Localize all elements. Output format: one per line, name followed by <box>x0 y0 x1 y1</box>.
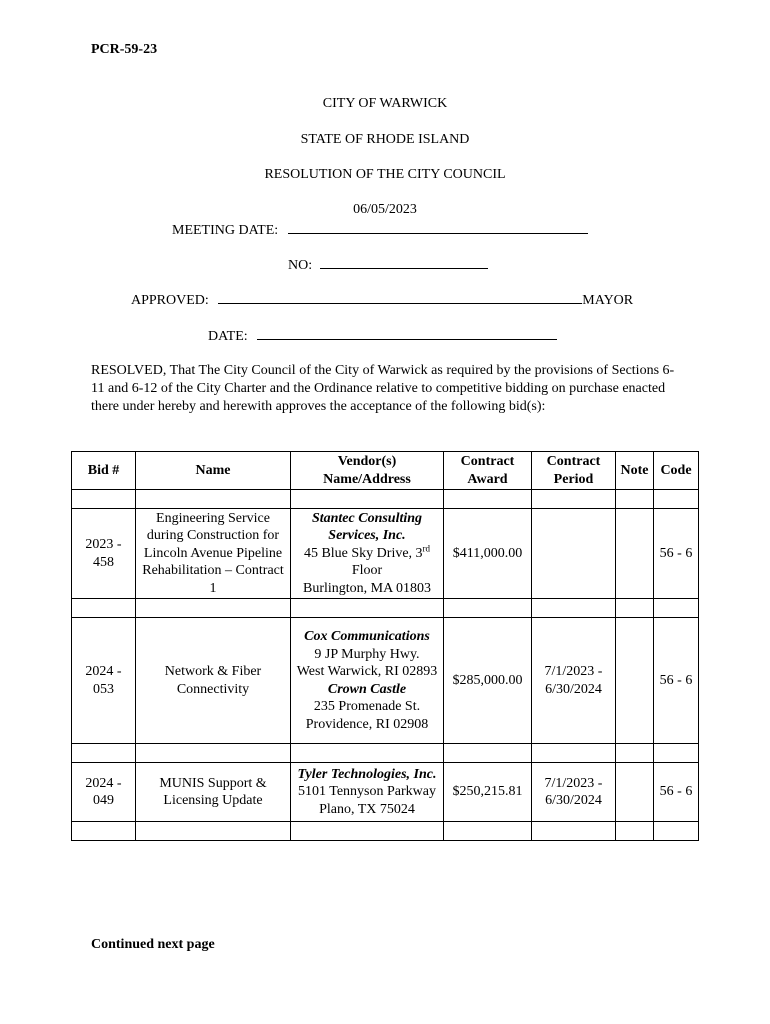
resolution-heading: RESOLUTION OF THE CITY COUNCIL <box>264 167 506 182</box>
vendor-address-line: 235 Promenade St. <box>313 699 421 714</box>
contract-period: 7/1/2023 - 6/30/2024 <box>532 618 616 744</box>
resolved-paragraph: RESOLVED, That The City Council of the City of Warwick as required by the provisions of Sections 6-11 and 6-12 of the City Charter and the Ordinance relative to competitive bidding on purchase enacted there under hereby and herewith approves the acceptance of the following bid(s): <box>91 363 675 414</box>
code: 56 - 6 <box>654 618 699 744</box>
code: 56 - 6 <box>654 763 699 822</box>
vendor-address-line: Providence, RI 02908 <box>305 716 429 732</box>
spacer-row <box>72 490 699 509</box>
table-row <box>72 618 699 744</box>
number-label: NO: <box>288 258 313 273</box>
vendor-address-line: 45 Blue Sky Drive, 3rd <box>303 543 431 561</box>
bid-number: 2024 - 053 <box>72 618 136 744</box>
contract-award: $285,000.00 <box>444 618 532 744</box>
vendor-cell <box>291 763 444 822</box>
bid-number: 2023 - 458 <box>72 509 136 599</box>
header-award: Contract Award <box>444 452 532 490</box>
code: 56 - 6 <box>654 509 699 599</box>
vendor-address-line: Plano, TX 75024 <box>319 801 415 817</box>
city-heading: CITY OF WARWICK <box>322 96 448 111</box>
header-note: Note <box>616 452 654 490</box>
number-line <box>320 256 488 269</box>
spacer-row <box>72 744 699 763</box>
vendor-address-line: West Warwick, RI 02893 <box>296 664 438 679</box>
note <box>616 509 654 599</box>
number-row <box>288 256 488 274</box>
meeting-date-label: MEETING DATE: <box>172 223 279 238</box>
spacer-row <box>72 822 699 841</box>
approved-label: APPROVED: <box>131 293 209 308</box>
vendor-address-line: 9 JP Murphy Hwy. <box>314 646 420 662</box>
table-row <box>72 509 699 599</box>
date-row <box>208 327 557 345</box>
header-bid: Bid # <box>72 452 136 490</box>
contract-period <box>532 509 616 599</box>
document-reference: PCR-59-23 <box>91 42 158 57</box>
approved-line <box>218 291 582 304</box>
table-row <box>72 763 699 822</box>
bid-name: Engineering Service during Construction for Lincoln Avenue Pipeline Rehabilitation – Contract 1 <box>136 509 291 599</box>
approved-row <box>131 291 633 309</box>
vendor-address-line: Floor <box>351 563 383 579</box>
bid-name: MUNIS Support & Licensing Update <box>136 763 291 822</box>
bids-table <box>71 451 699 841</box>
header-code: Code <box>654 452 699 490</box>
mayor-label: MAYOR <box>582 293 634 308</box>
continued-note: Continued next page <box>91 937 215 952</box>
bid-number: 2024 - 049 <box>72 763 136 822</box>
contract-award: $250,215.81 <box>444 763 532 822</box>
vendor-name: Cox Communications <box>304 629 430 644</box>
header-vendor: Vendor(s) Name/Address <box>291 452 444 490</box>
spacer-row <box>72 599 699 618</box>
meeting-date-value: 06/05/2023 <box>353 202 417 217</box>
header-period: Contract Period <box>532 452 616 490</box>
date-label: DATE: <box>208 329 248 344</box>
header-name: Name <box>136 452 291 490</box>
meeting-date-row <box>172 221 588 239</box>
vendor-cell <box>291 618 444 744</box>
vendor-cell <box>291 509 444 599</box>
vendor-name: Stantec Consulting Services, Inc. <box>311 510 423 544</box>
date-line <box>257 327 557 340</box>
contract-award: $411,000.00 <box>444 509 532 599</box>
vendor-name: Tyler Technologies, Inc. <box>297 766 437 782</box>
meeting-date-line <box>288 221 588 234</box>
vendor-name: Crown Castle <box>327 681 407 697</box>
state-heading: STATE OF RHODE ISLAND <box>300 132 470 147</box>
note <box>616 618 654 744</box>
vendor-address-line: Burlington, MA 01803 <box>303 580 431 596</box>
table-header-row <box>72 452 699 490</box>
note <box>616 763 654 822</box>
vendor-address-line: 5101 Tennyson Parkway <box>298 784 436 800</box>
contract-period: 7/1/2023 - 6/30/2024 <box>532 763 616 822</box>
bid-name: Network & Fiber Connectivity <box>136 618 291 744</box>
